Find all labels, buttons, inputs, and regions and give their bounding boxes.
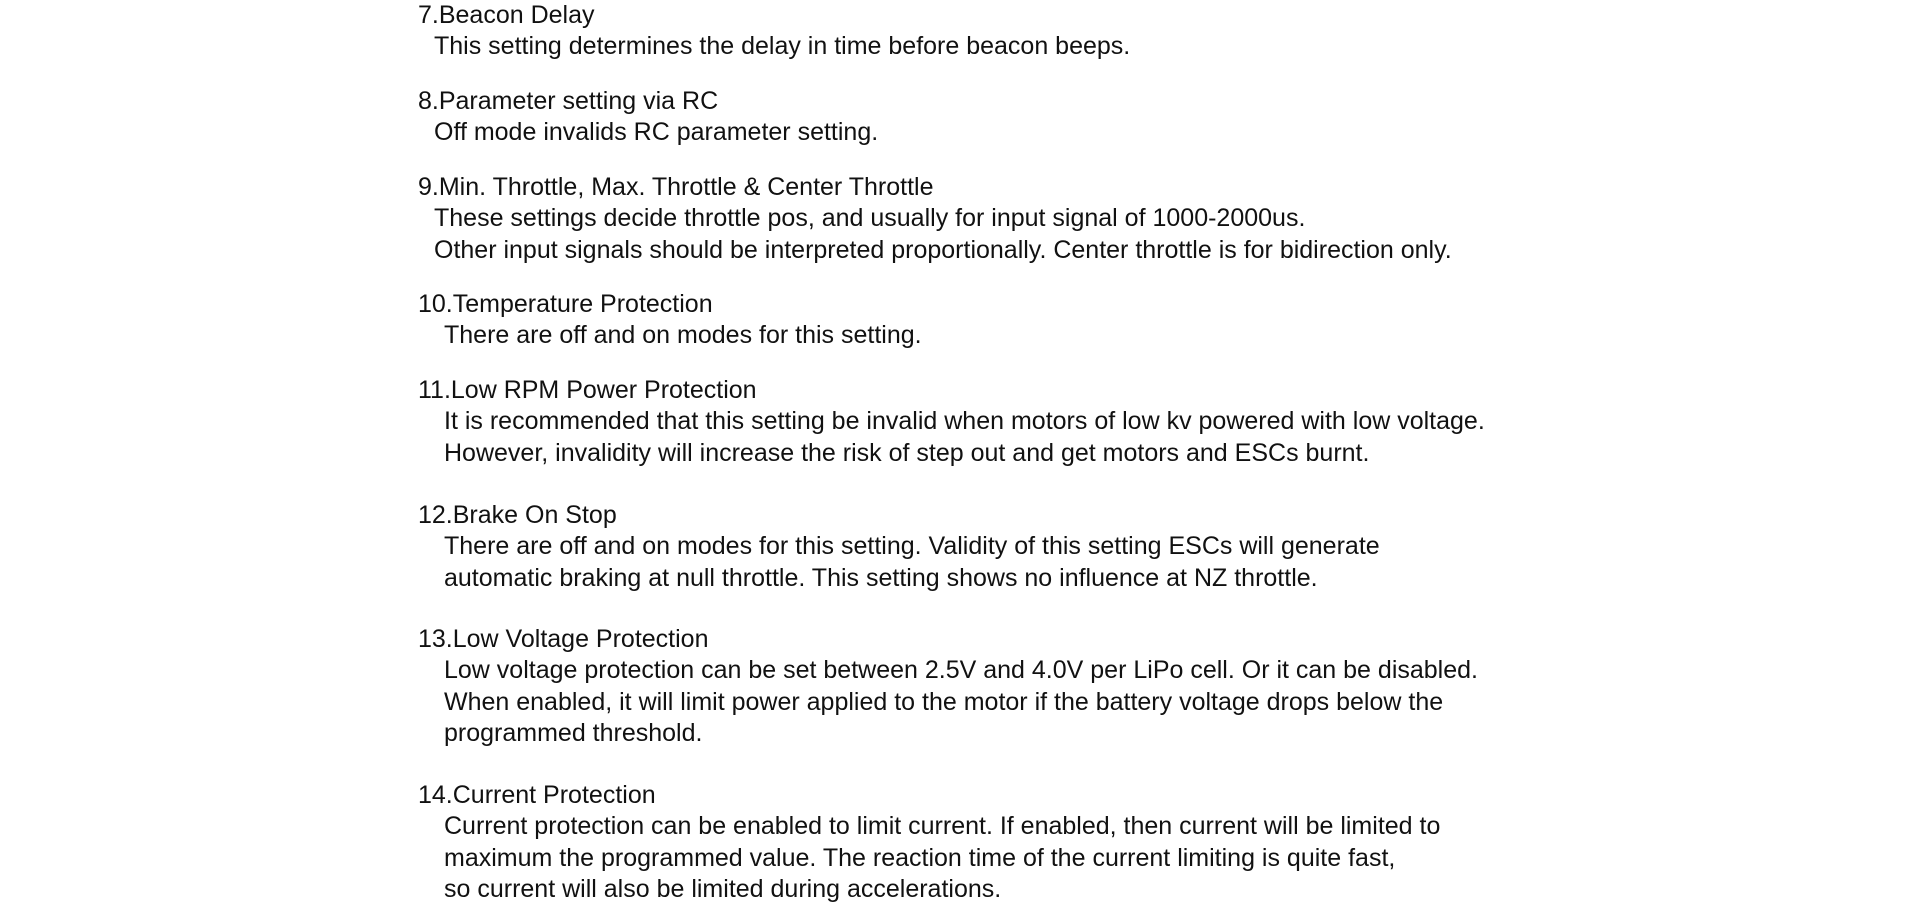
- section-title: 12.Brake On Stop: [418, 501, 617, 529]
- section-text-line: This setting determines the delay in time before beacon beeps.: [434, 32, 1131, 60]
- section-title: 10.Temperature Protection: [418, 290, 713, 318]
- section-title: 7.Beacon Delay: [418, 1, 595, 29]
- section-text-line: programmed threshold.: [444, 719, 703, 747]
- section-title: 9.Min. Throttle, Max. Throttle & Center Throttle: [418, 173, 934, 201]
- section-title: 13.Low Voltage Protection: [418, 625, 709, 653]
- section-text-line: Off mode invalids RC parameter setting.: [434, 118, 879, 146]
- section-title: 14.Current Protection: [418, 781, 656, 809]
- section-beacon-delay: [418, 0, 1518, 63]
- section-title: 11.Low RPM Power Protection: [418, 376, 757, 404]
- section-text-line: Low voltage protection can be set between 2.5V and 4.0V per LiPo cell. Or it can be disabled.: [444, 656, 1478, 684]
- section-text-line: However, invalidity will increase the risk of step out and get motors and ESCs burnt.: [444, 438, 1370, 467]
- section-temperature-protection: [418, 289, 1518, 352]
- section-text-line: automatic braking at null throttle. This setting shows no influence at NZ throttle.: [444, 563, 1318, 592]
- section-text-line: Current protection can be enabled to limit current. If enabled, then current will be limited to: [444, 812, 1441, 840]
- section-text-line: maximum the programmed value. The reaction time of the current limiting is quite fast,: [444, 843, 1396, 872]
- section-current-protection: [418, 780, 1518, 906]
- section-text-line: so current will also be limited during accelerations.: [444, 875, 1002, 903]
- section-text-line: Other input signals should be interpreted proportionally. Center throttle is for bidirection only.: [434, 235, 1452, 264]
- section-text-line: When enabled, it will limit power applied to the motor if the battery voltage drops below the: [444, 687, 1444, 716]
- section-text-line: These settings decide throttle pos, and usually for input signal of 1000-2000us.: [434, 204, 1306, 232]
- section-low-voltage-protection: [418, 624, 1518, 750]
- section-parameter-setting-via-rc: [418, 86, 1518, 149]
- section-low-rpm-power-protection: [418, 375, 1518, 469]
- section-text-line: There are off and on modes for this setting. Validity of this setting ESCs will generate: [444, 532, 1380, 560]
- section-title: 8.Parameter setting via RC: [418, 87, 719, 115]
- section-brake-on-stop: [418, 500, 1518, 594]
- section-text-line: There are off and on modes for this setting.: [444, 321, 922, 349]
- section-throttle-range: [418, 172, 1518, 266]
- section-text-line: It is recommended that this setting be invalid when motors of low kv powered with low voltage.: [444, 407, 1485, 435]
